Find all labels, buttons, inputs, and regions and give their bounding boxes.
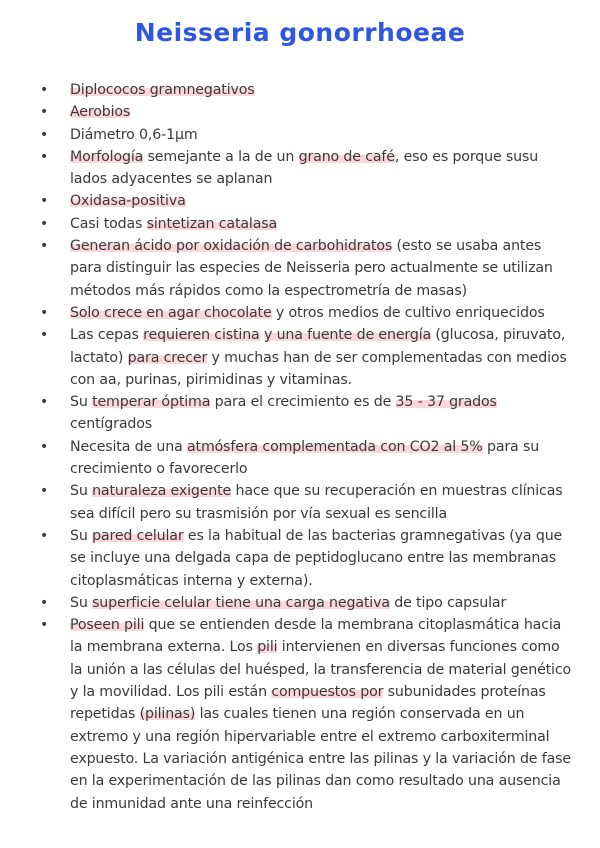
- text-segment: y muchas han de ser complementadas con medios con aa, purinas, pirimidinas y vitaminas.: [70, 349, 567, 388]
- highlighted-text: temperar óptima: [92, 394, 211, 411]
- bullet-item: [36, 79, 576, 101]
- text-segment: , eso es porque susu lados adyacentes se aplanan: [70, 148, 539, 188]
- bullet-item: [36, 391, 576, 436]
- highlighted-text: Solo crece en agar chocolate: [70, 304, 272, 321]
- bullet-item: [36, 436, 576, 481]
- text-segment: Su: [70, 483, 93, 500]
- highlighted-text: Generan ácido por oxidación de carbohidratos: [70, 238, 393, 255]
- bullet-item: [36, 190, 576, 212]
- highlighted-text: naturaleza exigente: [92, 483, 232, 500]
- text-segment: semejante a la de un: [143, 148, 299, 165]
- bullet-item: [36, 614, 576, 815]
- highlighted-text: Poseen pili: [70, 617, 145, 634]
- highlighted-text: (pilinas): [139, 706, 196, 723]
- text-segment: y otros medios de cultivo enriquecidos: [271, 304, 545, 321]
- text-segment: (esto se usaba antes para distinguir las especies de Neisseria pero actualmente se utilizan métodos más rápidos como la espectrometría de masas): [70, 238, 553, 299]
- bullet-item: [36, 213, 576, 235]
- page-title: Neisseria gonorrhoeae: [134, 18, 466, 47]
- text-segment: (glucosa, piruvato, lactato): [70, 327, 566, 366]
- text-segment: para el crecimiento es de: [210, 394, 396, 411]
- highlighted-text: para crecer: [127, 349, 208, 366]
- text-segment: Casi todas: [70, 215, 147, 232]
- bullet-item: [36, 235, 576, 302]
- highlighted-text: atmósfera complementada con CO2 al 5%: [187, 438, 483, 455]
- text-segment: Diámetro 0,6-1μm: [70, 126, 198, 143]
- bullet-item: [36, 302, 576, 324]
- highlighted-text: Diplococos gramnegativos: [70, 82, 255, 98]
- highlighted-text: 35 - 37 grados: [395, 394, 497, 411]
- highlighted-text: requieren cistina: [143, 327, 260, 344]
- bullet-item: [36, 146, 576, 191]
- text-segment: Su: [70, 527, 93, 544]
- text-segment: subunidades proteínas repetidas: [70, 684, 546, 723]
- highlighted-text: Aerobios: [70, 104, 131, 121]
- text-segment: Su: [70, 594, 93, 611]
- text-segment: de tipo capsular: [389, 594, 507, 611]
- text-segment: Necesita de una: [70, 438, 188, 455]
- bullet-item: [36, 592, 576, 614]
- bullet-item: [36, 124, 576, 146]
- highlighted-text: y una fuente de energía: [263, 327, 432, 344]
- highlighted-text: sintetizan catalasa: [146, 215, 278, 232]
- text-segment: las cuales tienen una región conservada en un extremo y una región hipervariable entre el extremo carboxiterminal expuesto. La variación antigénica entre las pilinas y la variación de fase en la experimentación de las pilinas dan como resultado una ausencia de inmunidad ante una reinfección: [70, 706, 571, 812]
- highlighted-text: pared celular: [92, 527, 184, 544]
- highlighted-text: pili: [257, 639, 278, 656]
- text-segment: que se entienden desde la membrana citoplasmática hacia la membrana externa. Los: [70, 617, 562, 656]
- highlighted-text: compuestos por: [271, 684, 384, 701]
- bullet-item: [36, 101, 576, 123]
- highlighted-text: Morfología: [70, 148, 144, 165]
- text-segment: para su crecimiento o favorecerlo: [70, 438, 540, 478]
- text-segment: Su: [70, 394, 93, 411]
- highlighted-text: Oxidasa-positiva: [70, 193, 186, 210]
- text-segment: Las cepas: [70, 327, 144, 344]
- highlighted-text: superficie celular tiene una carga negativa: [92, 594, 390, 611]
- text-segment: centígrados: [70, 416, 152, 433]
- text-segment: es la habitual de las bacterias gramnegativas (ya que se incluye una delgada capa de peptidoglucano entre las membranas citoplasmáticas interna y externa).: [70, 527, 563, 589]
- bullet-item: [36, 324, 576, 391]
- bullet-item: [36, 525, 576, 592]
- bullet-item: [36, 480, 576, 525]
- bullet-list: [36, 79, 576, 815]
- text-segment: intervienen en diversas funciones como la unión a las células del huésped, la transferencia de material genético y la movilidad. Los pili están: [70, 639, 572, 701]
- text-segment: hace que su recuperación en muestras clínicas sea difícil pero su trasmisión por vía sexual es sencilla: [70, 483, 563, 522]
- highlighted-text: grano de café: [298, 148, 395, 165]
